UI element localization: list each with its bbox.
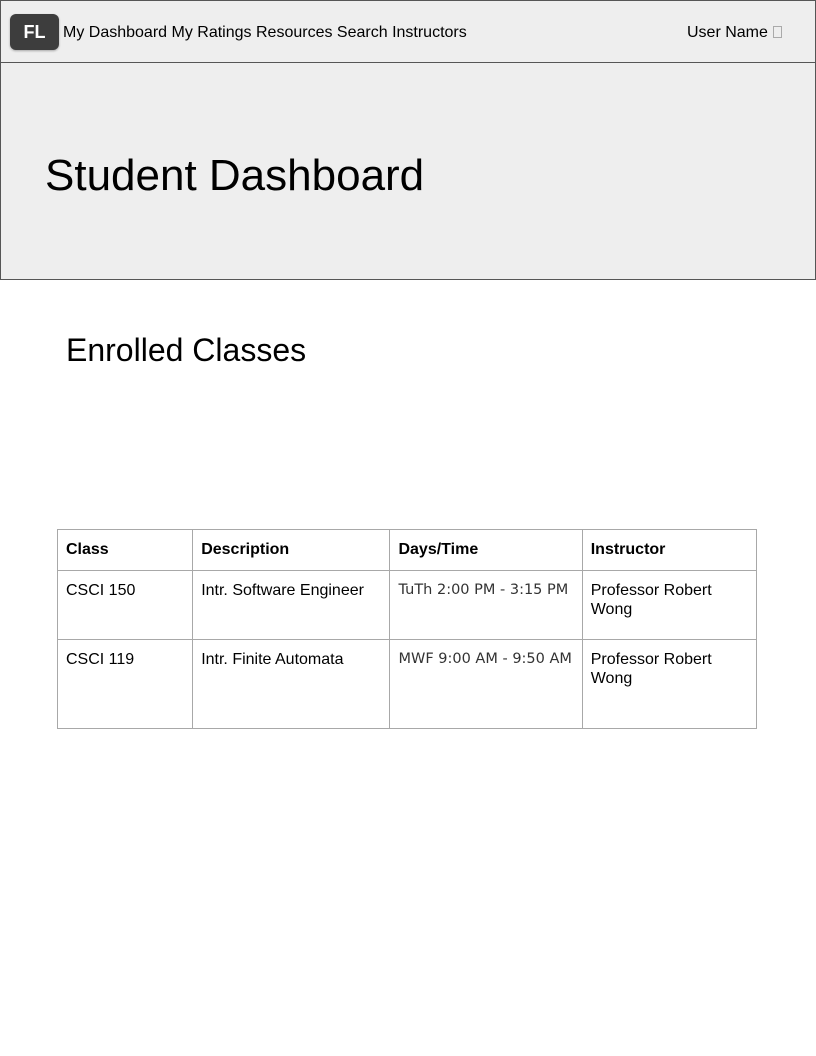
column-header-instructor: Instructor (582, 530, 756, 571)
cell-instructor: Professor Robert Wong (582, 571, 756, 640)
cell-class: CSCI 119 (58, 640, 193, 729)
enrolled-classes-heading: Enrolled Classes (66, 332, 307, 368)
hero-banner (0, 62, 816, 280)
top-navbar (0, 0, 816, 63)
logo[interactable]: FL (10, 14, 59, 50)
table-header-row (58, 530, 757, 571)
nav-link-search-instructors[interactable]: Search Instructors (336, 24, 467, 41)
dropdown-icon[interactable] (773, 26, 782, 38)
nav-links (63, 24, 467, 42)
cell-class: CSCI 150 (58, 571, 193, 640)
column-header-class: Class (58, 530, 193, 571)
table-row[interactable] (58, 640, 757, 729)
cell-days-time: MWF 9:00 AM - 9:50 AM (390, 640, 582, 729)
column-header-days-time: Days/Time (390, 530, 582, 571)
cell-description: Intr. Finite Automata (193, 640, 390, 729)
cell-description: Intr. Software Engineer (193, 571, 390, 640)
table-row[interactable] (58, 571, 757, 640)
cell-days-time: TuTh 2:00 PM - 3:15 PM (390, 571, 582, 640)
user-menu[interactable] (687, 24, 782, 42)
user-name[interactable]: User Name (687, 24, 768, 41)
cell-instructor: Professor Robert Wong (582, 640, 756, 729)
nav-link-my-ratings[interactable]: My Ratings (171, 24, 252, 41)
nav-link-my-dashboard[interactable]: My Dashboard (63, 24, 168, 41)
page-title: Student Dashboard (45, 151, 425, 200)
column-header-description: Description (193, 530, 390, 571)
enrolled-classes-table (57, 529, 757, 729)
nav-link-resources[interactable]: Resources (255, 24, 333, 41)
